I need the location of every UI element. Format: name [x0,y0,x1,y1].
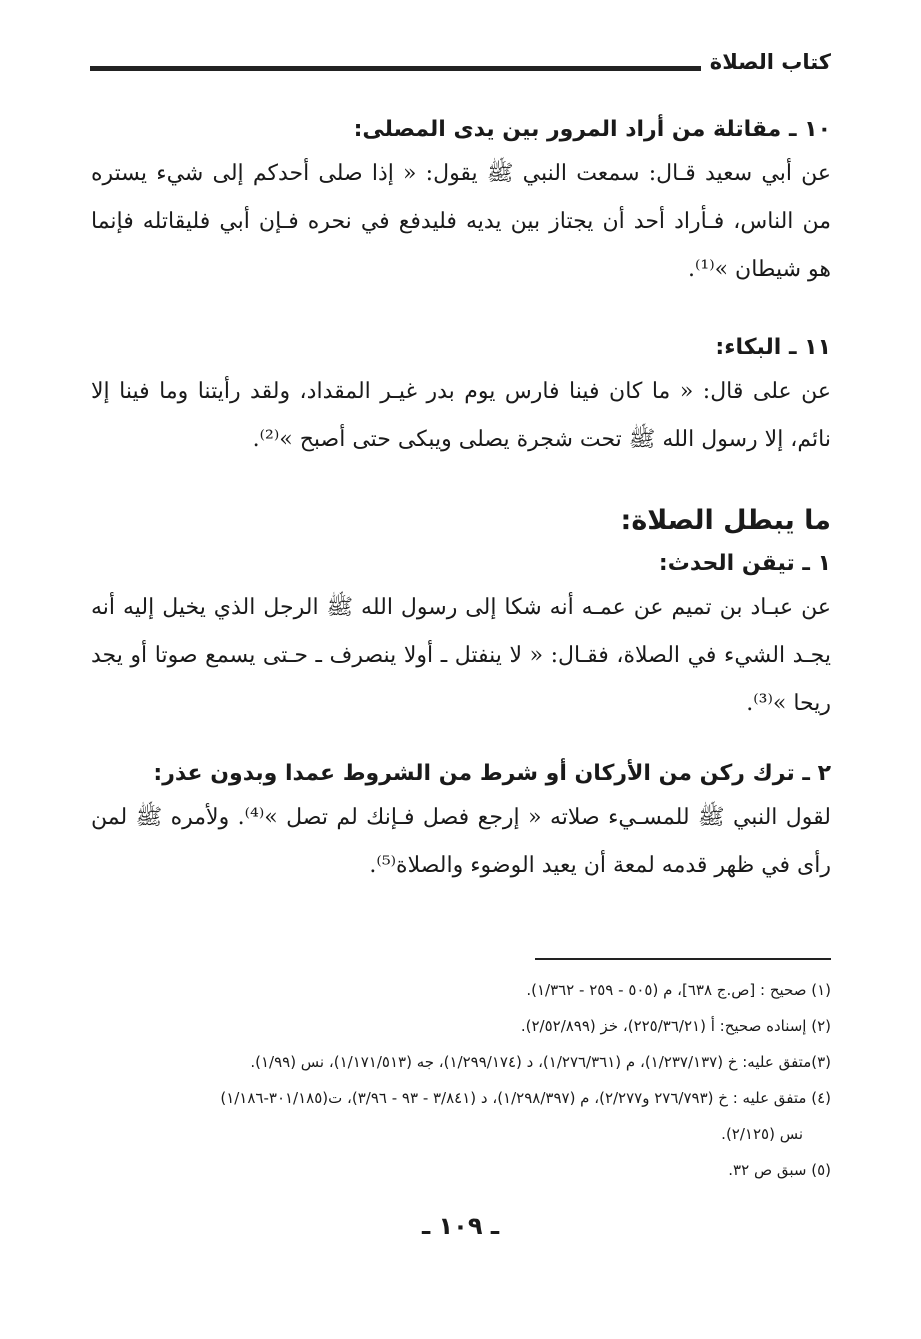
page-header [90,50,831,80]
footnote-3: (٣)متفق عليه: خ (١/٢٣٧/١٣٧)، م (١/٢٧٦/٣٦١)، د (١/٢٩٩/١٧٤)، جه (١/١٧١/٥١٣)، نس (١/٩٩). [250,1053,831,1071]
footnote-4: (٤) متفق عليه : خ (٢٧٦/٧٩٣ و٢/٢٧٧)، م (١/٢٩٨/٣٩٧)، د (٣/٨٤١ - ٩٣ - ٣/٩٦)، ت(٣٠١/١٨٥-١/١٨٦) [220,1089,831,1107]
item-heading-1: ١ ـ تيقن الحدث: [658,551,831,576]
spacer [91,464,831,498]
footnote-rule [535,958,831,960]
footnotes [91,972,831,1188]
item-text-1: عن عبـاد بن تميم عن عمـه أنه شكا إلى رسول الله ﷺ الرجل الذي يخيل إليه أنه يجـد الشيء في الصلاة، فقـال: « لا ينفتل ـ أولا ينصرف ـ حـتى يسمع صوتا أو يجد ريحا »⁽³⁾. [91,595,831,716]
spacer [91,294,831,328]
header-rule [90,66,701,71]
section-heading-11: ١١ ـ البكاء: [715,335,831,360]
footnote-4-continued: نس (٢/١٢٥). [721,1125,803,1143]
item-heading-2: ٢ ـ ترك ركن من الأركان أو شرط من الشروط عمدا وبدون عذر: [153,761,831,786]
footnote-2: (٢) إسناده صحيح: أ (٢٢٥/٣٦/٢١)، خز (٢/٥٢/٨٩٩). [520,1017,831,1035]
chapter-heading: ما يبطل الصلاة: [620,505,831,536]
footnote-5: (٥) سبق ص ٣٢. [728,1161,831,1179]
section-heading-10: ١٠ ـ مقاتلة من أراد المرور بين يدى المصلى: [353,117,831,142]
section-text-11: عن على قال: « ما كان فينا فارس يوم بدر غيـر المقداد، ولقد رأيتنا وما فينا إلا نائم، إلا رسول الله ﷺ تحت شجرة يصلى ويبكى حتى أصبح »⁽²⁾. [91,379,831,452]
section-text-10: عن أبي سعيد قـال: سمعت النبي ﷺ يقول: « إذا صلى أحدكم إلى شيء يستره من الناس، فـأراد أحد أن يجتاز بين يديه فليدفع في نحره فـإن أبي فليقاتله فإنما هو شيطان »⁽¹⁾. [91,161,831,282]
book-title: كتاب الصلاة [709,50,831,74]
main-content [91,110,831,890]
item-text-2: لقول النبي ﷺ للمسـيء صلاته « إرجع فصل فـإنك لم تصل »⁽⁴⁾. ولأمره ﷺ لمن رأى في ظهر قدمه لمعة أن يعيد الوضوء والصلاة⁽⁵⁾. [91,805,831,878]
footnote-1: (١) صحيح : [ص.ج ٦٣٨]، م (٥٠٥ - ٢٥٩ - ١/٣٦٢). [526,981,831,999]
spacer [91,728,831,754]
page-number: ـ ١٠٩ ـ [421,1212,500,1240]
